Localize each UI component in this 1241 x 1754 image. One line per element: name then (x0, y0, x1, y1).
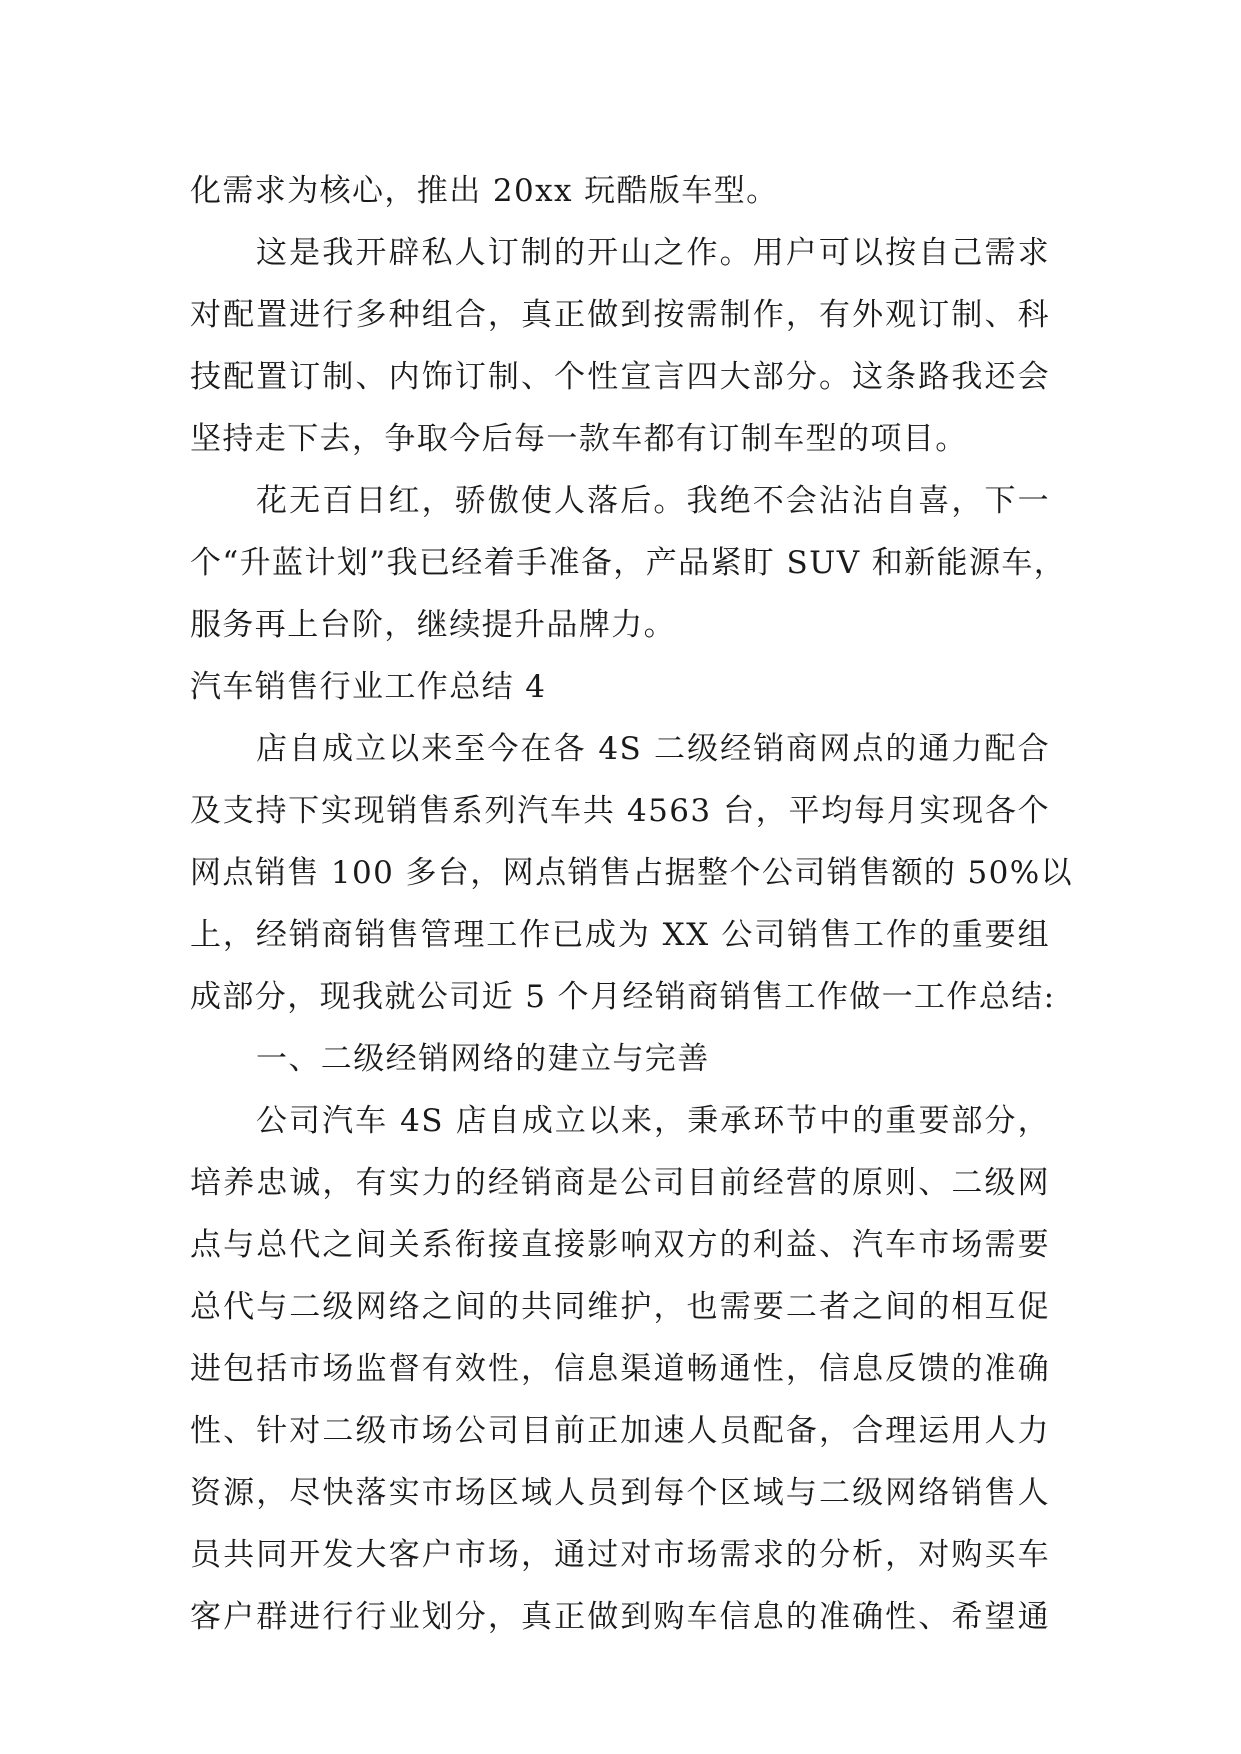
text-line: 汽车销售行业工作总结 4 (190, 669, 547, 705)
text-line: 技配置订制、内饰订制、个性宣言四大部分。这条路我还会 (190, 359, 1050, 395)
text-line: 对配置进行多种组合，真正做到按需制作，有外观订制、科 (190, 297, 1050, 333)
text-line: 上，经销商销售管理工作已成为 XX 公司销售工作的重要组 (190, 917, 1050, 953)
text-line: 坚持走下去，争取今后每一款车都有订制车型的项目。 (190, 421, 968, 457)
text-line: 服务再上台阶，继续提升品牌力。 (190, 607, 676, 643)
text-line: 性、针对二级市场公司目前正加速人员配备，合理运用人力 (190, 1413, 1050, 1449)
text-line: 员共同开发大客户市场，通过对市场需求的分析，对购买车 (190, 1537, 1050, 1573)
text-line: 资源，尽快落实市场区域人员到每个区域与二级网络销售人 (190, 1475, 1050, 1511)
text-line: 个“升蓝计划”我已经着手准备，产品紧盯 SUV 和新能源车， (190, 545, 1067, 581)
text-line: 店自成立以来至今在各 4S 二级经销商网点的通力配合 (256, 731, 1050, 767)
text-line: 培养忠诚，有实力的经销商是公司目前经营的原则、二级网 (190, 1165, 1050, 1201)
text-line: 花无百日红，骄傲使人落后。我绝不会沾沾自喜，下一 (256, 483, 1050, 519)
text-line: 公司汽车 4S 店自成立以来，秉承环节中的重要部分， (256, 1103, 1050, 1139)
text-line: 一、二级经销网络的建立与完善 (256, 1041, 710, 1077)
document-body (190, 160, 1074, 1648)
text-line: 及支持下实现销售系列汽车共 4563 台，平均每月实现各个 (190, 793, 1050, 829)
text-line: 进包括市场监督有效性，信息渠道畅通性，信息反馈的准确 (190, 1351, 1050, 1387)
text-line: 网点销售 100 多台，网点销售占据整个公司销售额的 50%以 (190, 855, 1074, 891)
text-line: 总代与二级网络之间的共同维护，也需要二者之间的相互促 (190, 1289, 1050, 1325)
text-line: 这是我开辟私人订制的开山之作。用户可以按自己需求 (256, 235, 1050, 271)
text-line: 客户群进行行业划分，真正做到购车信息的准确性、希望通 (190, 1599, 1050, 1635)
text-line: 成部分，现我就公司近 5 个月经销商销售工作做一工作总结: (190, 979, 1056, 1015)
text-line: 点与总代之间关系衔接直接影响双方的利益、汽车市场需要 (190, 1227, 1050, 1263)
text-line: 化需求为核心，推出 20xx 玩酷版车型。 (190, 173, 779, 209)
